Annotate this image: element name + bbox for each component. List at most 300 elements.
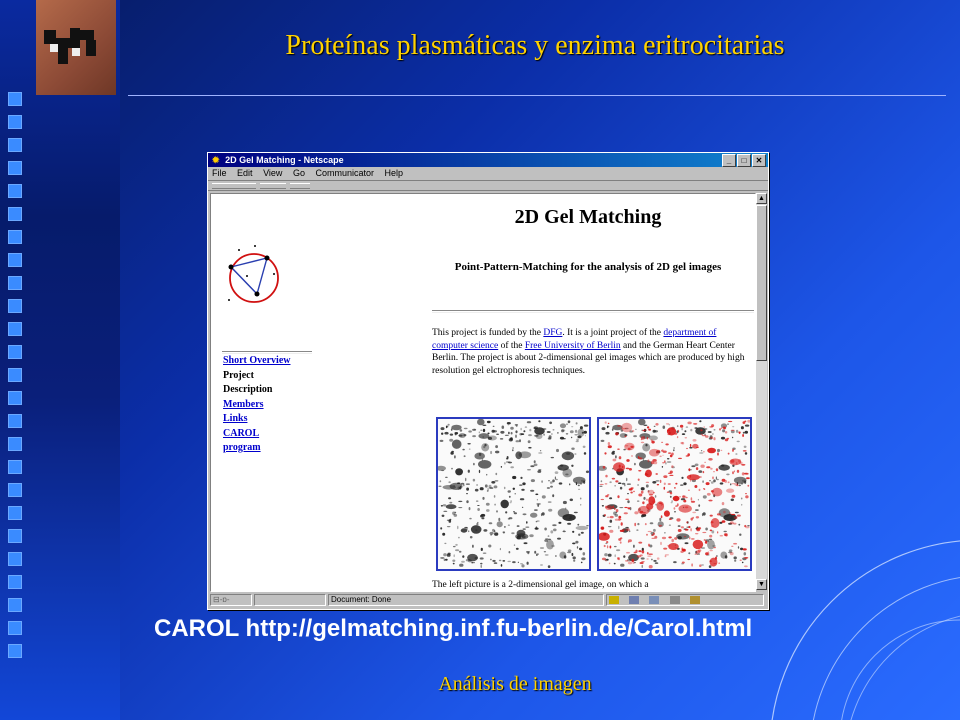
gel-spot bbox=[486, 503, 490, 506]
gel-spot bbox=[521, 428, 522, 431]
gel-spot bbox=[615, 480, 618, 482]
component-bar bbox=[606, 594, 764, 606]
gel-spot bbox=[685, 542, 689, 544]
gel-spot bbox=[657, 557, 660, 559]
gel-spot bbox=[548, 480, 550, 481]
gel-spot bbox=[444, 432, 448, 435]
gel-spot bbox=[573, 560, 575, 562]
decor-square bbox=[8, 483, 22, 497]
gel-spot bbox=[690, 444, 691, 447]
decor-square bbox=[8, 414, 22, 428]
gel-spot bbox=[527, 421, 531, 423]
gel-spot bbox=[513, 511, 515, 512]
gel-spot bbox=[631, 455, 633, 456]
gel-spot bbox=[747, 485, 749, 487]
gel-spot bbox=[534, 460, 536, 463]
gel-spot bbox=[613, 459, 617, 462]
gel-spot bbox=[638, 550, 641, 552]
gel-spot bbox=[450, 483, 463, 490]
gel-spot bbox=[516, 548, 519, 550]
gel-spot bbox=[682, 433, 685, 435]
gel-spot bbox=[679, 496, 681, 497]
gel-spot bbox=[440, 480, 442, 482]
gel-spot bbox=[606, 541, 608, 543]
close-button[interactable]: ✕ bbox=[752, 154, 766, 167]
gel-spot bbox=[443, 504, 447, 506]
gel-spot bbox=[443, 511, 447, 512]
gel-spot bbox=[671, 500, 673, 502]
gel-spot bbox=[720, 552, 727, 559]
decor-square bbox=[8, 138, 22, 152]
gel-spot bbox=[615, 514, 619, 517]
gel-spot bbox=[536, 433, 543, 439]
gel-spot bbox=[717, 531, 718, 533]
collapsed-toolbars[interactable] bbox=[208, 181, 768, 191]
gel-spot bbox=[708, 500, 712, 502]
gel-spot bbox=[534, 509, 538, 510]
gel-spot bbox=[649, 436, 658, 441]
gel-spot bbox=[651, 559, 653, 561]
gel-spot bbox=[701, 450, 702, 451]
gel-spot bbox=[494, 562, 498, 564]
progress-cell bbox=[254, 594, 326, 606]
gel-spot bbox=[686, 521, 688, 523]
gel-spot bbox=[708, 431, 712, 433]
heading-rule bbox=[432, 310, 754, 313]
gel-spot bbox=[572, 553, 574, 556]
decor-square bbox=[8, 529, 22, 543]
gel-spot bbox=[655, 423, 658, 426]
decor-square bbox=[8, 276, 22, 290]
gel-spot bbox=[687, 422, 691, 425]
gel-spot bbox=[705, 541, 707, 544]
gel-spot bbox=[558, 522, 561, 524]
gel-spot bbox=[640, 562, 644, 564]
link-dfg[interactable]: DFG bbox=[543, 328, 563, 338]
gel-spot bbox=[524, 542, 528, 544]
gel-spot bbox=[687, 559, 690, 560]
link-department[interactable]: department of computer science bbox=[432, 328, 717, 351]
gel-spot bbox=[721, 437, 725, 440]
gel-spot bbox=[649, 494, 653, 496]
gel-spot bbox=[477, 508, 480, 511]
gel-spot bbox=[703, 451, 705, 453]
decor-square bbox=[8, 368, 22, 382]
gel-spot bbox=[651, 441, 654, 444]
gel-spot bbox=[481, 517, 484, 519]
gel-spot bbox=[687, 474, 700, 480]
gel-spot bbox=[479, 453, 481, 456]
gel-spot bbox=[550, 481, 553, 484]
gel-spot bbox=[470, 536, 473, 538]
gel-spot bbox=[579, 548, 582, 551]
gel-spot bbox=[667, 462, 671, 463]
gel-spot bbox=[573, 556, 576, 559]
gel-spot bbox=[730, 521, 734, 524]
gel-spot bbox=[488, 488, 489, 491]
gel-spot bbox=[727, 438, 730, 440]
gel-spot bbox=[501, 500, 509, 509]
gel-spot bbox=[730, 552, 734, 555]
gel-spot bbox=[441, 427, 445, 430]
gel-spot bbox=[571, 448, 574, 450]
gel-spot bbox=[479, 431, 480, 433]
gel-spot bbox=[541, 480, 543, 483]
gel-spot bbox=[711, 490, 714, 492]
gel-spot bbox=[509, 496, 511, 498]
gel-spot bbox=[515, 435, 517, 438]
gel-spot bbox=[516, 440, 520, 442]
gel-spot bbox=[448, 424, 450, 426]
toolbar-grip-location[interactable] bbox=[260, 183, 286, 189]
gel-spot bbox=[621, 423, 632, 433]
title-rule bbox=[128, 95, 946, 96]
gel-spot bbox=[655, 473, 658, 475]
gel-spot bbox=[440, 527, 442, 529]
gel-spot bbox=[705, 552, 708, 555]
gel-spot bbox=[698, 504, 700, 507]
gel-spot bbox=[642, 443, 650, 451]
gel-spot bbox=[585, 435, 586, 436]
gel-spot bbox=[638, 542, 642, 544]
decor-square bbox=[8, 207, 22, 221]
gel-spot bbox=[743, 548, 747, 550]
gel-spot bbox=[664, 483, 666, 486]
gel-spot bbox=[489, 485, 492, 488]
gel-spot bbox=[639, 460, 652, 469]
square-column bbox=[8, 92, 26, 667]
menu-help[interactable]: Help bbox=[384, 168, 404, 178]
gel-spot bbox=[522, 536, 526, 539]
nav-program[interactable]: program bbox=[223, 442, 261, 453]
gel-spot bbox=[648, 429, 651, 431]
minimize-button[interactable]: _ bbox=[722, 154, 736, 167]
gel-spot bbox=[648, 459, 650, 462]
gel-spot bbox=[601, 480, 603, 482]
gel-spot bbox=[461, 561, 465, 563]
gel-spot bbox=[731, 514, 735, 515]
gel-spot bbox=[695, 553, 698, 555]
gel-spot bbox=[451, 428, 453, 431]
menu-view[interactable]: View bbox=[263, 168, 283, 178]
gel-spot bbox=[545, 554, 549, 555]
vertical-scrollbar[interactable] bbox=[756, 193, 767, 590]
gel-spot bbox=[653, 492, 655, 493]
gel-spot bbox=[671, 539, 674, 542]
gel-spot bbox=[605, 560, 607, 561]
gel-spot bbox=[664, 532, 666, 533]
gel-spot bbox=[512, 561, 516, 563]
gel-spot bbox=[488, 545, 491, 548]
gel-spot bbox=[454, 554, 455, 557]
gel-spot bbox=[466, 488, 469, 491]
gel-spot bbox=[669, 475, 673, 476]
gel-spot bbox=[504, 462, 505, 465]
gel-spot bbox=[709, 539, 713, 540]
gel-spot bbox=[662, 537, 666, 539]
gel-spot bbox=[735, 512, 739, 513]
gel-spot bbox=[641, 442, 644, 444]
gel-spot bbox=[510, 427, 514, 430]
gel-spot bbox=[555, 476, 556, 479]
gel-spot bbox=[490, 451, 492, 454]
gel-spot bbox=[699, 452, 703, 453]
gel-spot bbox=[538, 452, 542, 453]
nav-carol[interactable]: CAROL bbox=[223, 427, 260, 439]
gel-spot bbox=[662, 466, 663, 468]
gel-spot bbox=[550, 530, 553, 533]
toolbar-grip-navigation[interactable] bbox=[212, 183, 256, 189]
gel-spot bbox=[744, 446, 747, 448]
gel-spot bbox=[552, 494, 554, 497]
gel-spot bbox=[728, 453, 730, 455]
gel-spot bbox=[473, 463, 475, 466]
gel-spot bbox=[698, 527, 701, 529]
menu-communicator[interactable]: Communicator bbox=[315, 168, 374, 178]
gel-spot bbox=[709, 535, 712, 538]
gel-spot bbox=[663, 548, 667, 550]
gel-spot bbox=[645, 523, 647, 525]
gel-spot bbox=[558, 469, 562, 470]
gel-spot bbox=[609, 481, 611, 483]
decor-square bbox=[8, 322, 22, 336]
gel-spot bbox=[626, 552, 630, 554]
gel-spot bbox=[604, 452, 606, 454]
gel-spot bbox=[574, 512, 578, 513]
gel-spot bbox=[633, 491, 635, 492]
gel-spot bbox=[747, 525, 750, 526]
gel-spot bbox=[476, 523, 478, 525]
gel-spot bbox=[671, 502, 673, 503]
gel-spot bbox=[580, 483, 582, 485]
gel-spot bbox=[722, 502, 725, 505]
gel-spot bbox=[665, 443, 668, 445]
gel-spot bbox=[620, 541, 622, 543]
gel-spot bbox=[622, 483, 626, 485]
gel-spot bbox=[614, 563, 616, 565]
menu-go[interactable]: Go bbox=[292, 168, 305, 178]
gel-spot bbox=[563, 530, 564, 532]
window-titlebar[interactable] bbox=[208, 153, 768, 167]
gel-spot bbox=[716, 555, 718, 556]
university-logo bbox=[36, 0, 116, 95]
gel-spot bbox=[690, 429, 692, 432]
gel-spot bbox=[615, 554, 616, 557]
mail-icon[interactable] bbox=[629, 596, 639, 604]
gel-spot bbox=[638, 506, 650, 515]
nav-description: Description bbox=[223, 384, 273, 395]
gel-spot bbox=[618, 482, 621, 484]
discussion-icon[interactable] bbox=[649, 596, 659, 604]
gel-spot bbox=[635, 429, 637, 430]
gel-spot bbox=[713, 471, 715, 472]
composer-icon[interactable] bbox=[670, 596, 680, 604]
aim-icon[interactable] bbox=[690, 596, 700, 604]
gel-spot bbox=[744, 421, 746, 423]
gel-spot bbox=[702, 532, 706, 533]
gel-spot bbox=[455, 544, 458, 546]
decor-square bbox=[8, 161, 22, 175]
gel-spot bbox=[521, 489, 524, 491]
gel-spot bbox=[480, 563, 482, 565]
gel-spot bbox=[577, 436, 581, 439]
gel-spot bbox=[502, 426, 505, 429]
gel-spot bbox=[550, 486, 553, 488]
gel-spot bbox=[744, 557, 748, 559]
gel-spot bbox=[473, 479, 475, 482]
gel-spot bbox=[635, 550, 637, 553]
gel-spot bbox=[734, 560, 736, 562]
gel-spot bbox=[557, 432, 559, 434]
gel-spot bbox=[488, 437, 492, 440]
gel-spot bbox=[536, 554, 537, 556]
gel-spot bbox=[637, 485, 639, 486]
gel-spot bbox=[646, 482, 649, 483]
gel-spot bbox=[702, 480, 704, 483]
gel-spot bbox=[547, 431, 551, 433]
nav-members[interactable]: Members bbox=[223, 398, 264, 410]
gel-spot bbox=[723, 427, 726, 429]
gel-spot bbox=[458, 501, 462, 502]
gel-spot bbox=[649, 449, 660, 457]
gel-spot bbox=[746, 477, 750, 479]
gel-spot bbox=[742, 480, 746, 482]
gel-spot bbox=[668, 536, 671, 538]
gel-spot bbox=[515, 430, 517, 433]
gel-spot bbox=[497, 521, 503, 527]
gel-spot bbox=[643, 458, 644, 461]
toolbar-grip-personal[interactable] bbox=[290, 183, 310, 189]
maximize-button[interactable]: □ bbox=[737, 154, 751, 167]
gel-spot bbox=[646, 534, 648, 536]
gel-spot bbox=[571, 426, 573, 427]
intro-text-4: and the German Heart Center Berlin. The project is about 2-dimensional gel images which are produced by high resolution gel elctrophoresis techniques. bbox=[432, 340, 745, 376]
gel-spot bbox=[612, 428, 614, 431]
gel-spot bbox=[734, 470, 735, 472]
gel-spot bbox=[732, 471, 734, 474]
gel-spot bbox=[467, 443, 470, 444]
gel-spot bbox=[712, 433, 714, 434]
decor-square bbox=[8, 184, 22, 198]
gel-spot bbox=[710, 558, 718, 567]
gel-spot bbox=[602, 558, 606, 561]
gel-spot bbox=[583, 552, 586, 555]
gel-spot bbox=[667, 458, 670, 459]
scroll-thumb[interactable] bbox=[756, 205, 767, 361]
gel-spot bbox=[674, 537, 677, 540]
gel-spot bbox=[453, 546, 456, 547]
gel-spot bbox=[458, 507, 462, 508]
gel-spot bbox=[469, 507, 471, 510]
scroll-up-arrow-icon[interactable]: ▲ bbox=[756, 193, 767, 204]
gel-spot bbox=[667, 492, 670, 493]
gel-spot bbox=[706, 466, 710, 468]
gel-spot bbox=[551, 546, 555, 547]
gel-spot bbox=[655, 562, 659, 564]
decor-square bbox=[8, 460, 22, 474]
gel-spot bbox=[631, 559, 634, 562]
gel-spot bbox=[448, 553, 451, 555]
gel-spot bbox=[500, 548, 501, 550]
scroll-down-arrow-icon[interactable]: ▼ bbox=[756, 579, 767, 590]
gel-spot bbox=[732, 437, 733, 438]
gel-spot bbox=[741, 426, 744, 429]
gel-spot bbox=[626, 528, 630, 531]
gel-spot bbox=[665, 554, 669, 555]
gel-spot bbox=[540, 548, 544, 549]
gel-spot bbox=[578, 534, 580, 536]
page-subheading: Point-Pattern-Matching for the analysis of 2D gel images bbox=[454, 261, 722, 273]
gel-spot bbox=[511, 432, 513, 435]
gel-spot bbox=[690, 475, 691, 478]
gel-spot bbox=[688, 490, 690, 491]
gel-spot bbox=[530, 513, 537, 518]
link-free-university[interactable]: Free University of Berlin bbox=[524, 340, 621, 351]
gel-spot bbox=[642, 430, 645, 431]
nav-links-item[interactable]: Links bbox=[223, 413, 248, 424]
gel-spot bbox=[678, 529, 682, 532]
window-title: 2D Gel Matching - Netscape bbox=[225, 155, 344, 165]
gel-spot bbox=[739, 485, 741, 487]
gel-spot bbox=[654, 426, 656, 427]
gel-spot bbox=[666, 423, 669, 424]
nav-links bbox=[223, 354, 291, 456]
gel-spot bbox=[744, 565, 748, 567]
decor-square bbox=[8, 506, 22, 520]
gel-spot bbox=[520, 498, 524, 500]
gel-spot bbox=[452, 560, 455, 562]
gel-spot bbox=[730, 483, 731, 485]
gel-spot bbox=[633, 435, 637, 437]
gel-spot bbox=[512, 476, 516, 479]
gel-spot bbox=[632, 430, 634, 432]
gel-spot bbox=[528, 440, 531, 443]
gel-spot bbox=[627, 500, 629, 503]
gel-spot bbox=[637, 501, 640, 502]
intro-text-2: . It is a joint project of the bbox=[562, 328, 664, 338]
gel-spot bbox=[490, 532, 494, 535]
navigator-icon[interactable] bbox=[609, 596, 619, 604]
gel-spot bbox=[438, 486, 441, 487]
gel-spot bbox=[617, 495, 619, 498]
gel-spot bbox=[548, 535, 550, 537]
gel-spot bbox=[668, 483, 671, 485]
nav-short-overview[interactable]: Short Overview bbox=[223, 355, 291, 366]
gel-spot bbox=[686, 448, 688, 449]
gel-spot bbox=[481, 565, 482, 568]
gel-spot bbox=[500, 431, 504, 434]
menu-edit[interactable]: Edit bbox=[237, 168, 253, 178]
gel-spot bbox=[670, 455, 673, 458]
gel-spot bbox=[631, 487, 634, 488]
page-heading: 2D Gel Matching bbox=[514, 206, 662, 228]
gel-spot bbox=[445, 477, 448, 478]
gel-spot bbox=[617, 449, 620, 450]
gel-spot bbox=[717, 449, 720, 452]
decor-square bbox=[8, 115, 22, 129]
gel-spot bbox=[660, 480, 662, 483]
menu-file[interactable]: File bbox=[212, 168, 227, 178]
gel-spot bbox=[480, 515, 483, 518]
gel-spot bbox=[577, 524, 579, 526]
gel-spot bbox=[473, 562, 475, 563]
gel-spot bbox=[726, 489, 734, 493]
gel-spot bbox=[491, 481, 495, 484]
gel-spot bbox=[544, 528, 547, 531]
security-cell[interactable]: ⊟-ɒ- bbox=[210, 594, 252, 606]
gel-spot bbox=[652, 481, 656, 484]
gel-spot bbox=[737, 515, 741, 517]
